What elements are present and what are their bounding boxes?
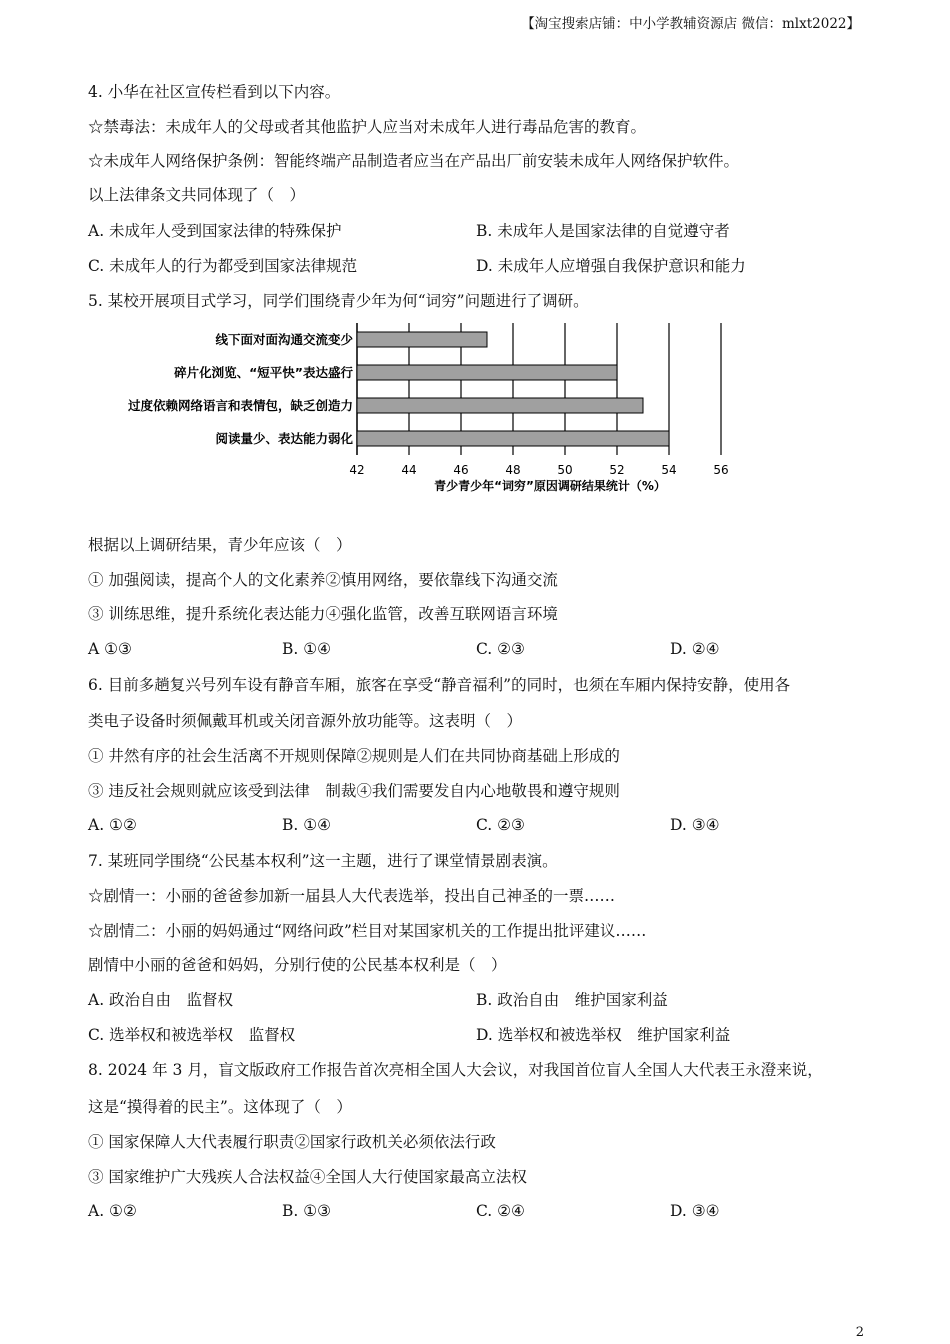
- chart-bar: [357, 398, 643, 413]
- q5-stem: 5. 某校开展项目式学习，同学们围绕青少年为何“词穷”问题进行了调研。: [88, 292, 589, 310]
- chart-tick-label: 50: [557, 463, 573, 477]
- q5-option-b: B. ①④: [282, 640, 332, 658]
- q6-stem-line-1: 6. 目前多趟复兴号列车设有静音车厢，旅客在享受“静音福利”的同时，也须在车厢内保持安静，使用各: [88, 676, 791, 694]
- q6-stem-line-2: 类电子设备时须佩戴耳机或关闭音源外放功能等。这表明（ ）: [88, 712, 523, 730]
- chart-bar: [357, 332, 487, 347]
- chart-tick-labels: [349, 463, 728, 477]
- q8-stem-line-1: 8. 2024 年 3 月，盲文版政府工作报告首次亮相全国人大会议，对我国首位盲人全国人大代表王永澄来说，: [88, 1061, 823, 1079]
- q8-option-b: B. ①③: [282, 1202, 332, 1220]
- chart-bar: [357, 431, 669, 446]
- q5-statement-2: ③ 训练思维，提升系统化表达能力④强化监管，改善互联网语言环境: [88, 605, 558, 623]
- q6-statement-2: ③ 违反社会规则就应该受到法律 制裁④我们需要发自内心地敬畏和遵守规则: [88, 782, 620, 800]
- q8-option-d: D. ③④: [670, 1202, 720, 1220]
- q6-option-b: B. ①④: [282, 816, 332, 834]
- q8-stem-line-2: 这是“摸得着的民主”。这体现了（ ）: [88, 1098, 352, 1116]
- chart-tick-label: 46: [453, 463, 469, 477]
- q4-option-a: A. 未成年人受到国家法律的特殊保护: [88, 222, 342, 240]
- q5-question: 根据以上调研结果，青少年应该（ ）: [88, 536, 352, 554]
- q4-question: 以上法律条文共同体现了（ ）: [88, 186, 306, 204]
- q5-option-d: D. ②④: [670, 640, 720, 658]
- chart-tick-label: 44: [401, 463, 417, 477]
- chart-tick-label: 52: [609, 463, 625, 477]
- q4-item-1: ☆禁毒法：未成年人的父母或者其他监护人应当对未成年人进行毒品危害的教育。: [88, 118, 647, 136]
- q7-option-b: B. 政治自由 维护国家利益: [476, 991, 668, 1009]
- q8-option-c: C. ②④: [476, 1202, 525, 1220]
- q4-option-b: B. 未成年人是国家法律的自觉遵守者: [476, 222, 730, 240]
- q7-scene-1: ☆剧情一：小丽的爸爸参加新一届县人大代表选举，投出自己神圣的一票……: [88, 887, 616, 905]
- q7-option-d: D. 选举权和被选举权 维护国家利益: [476, 1026, 731, 1044]
- q7-option-a: A. 政治自由 监督权: [88, 991, 234, 1009]
- chart-category-label: 碎片化浏览、“短平快”表达盛行: [174, 365, 353, 380]
- q7-scene-2: ☆剧情二：小丽的妈妈通过“网络问政”栏目对某国家机关的工作提出批评建议……: [88, 922, 647, 940]
- q5-option-a: A ①③: [88, 640, 132, 658]
- q5-statement-1: ① 加强阅读，提高个人的文化素养②慎用网络，要依靠线下沟通交流: [88, 571, 558, 589]
- q4-option-d: D. 未成年人应增强自我保护意识和能力: [476, 257, 746, 275]
- chart-bar: [357, 365, 617, 380]
- chart-tick-label: 56: [713, 463, 729, 477]
- q7-option-c: C. 选举权和被选举权 监督权: [88, 1026, 296, 1044]
- q7-question: 剧情中小丽的爸爸和妈妈，分别行使的公民基本权利是（ ）: [88, 956, 507, 974]
- q8-statement-1: ① 国家保障人大代表履行职责②国家行政机关必须依法行政: [88, 1133, 496, 1151]
- survey-bar-chart: [60, 315, 780, 495]
- chart-category-label: 过度依赖网络语言和表情包，缺乏创造力: [127, 398, 353, 413]
- q8-option-a: A. ①②: [88, 1202, 137, 1220]
- page-number: 2: [855, 1325, 864, 1340]
- chart-category-label: 阅读量少、表达能力弱化: [215, 431, 353, 446]
- q8-statement-2: ③ 国家维护广大残疾人合法权益④全国人大行使国家最高立法权: [88, 1168, 527, 1186]
- page-header: 【淘宝搜索店铺：中小学教辅资源店 微信：mlxt2022】: [521, 16, 860, 32]
- q7-stem: 7. 某班同学围绕“公民基本权利”这一主题，进行了课堂情景剧表演。: [88, 852, 558, 870]
- q6-option-c: C. ②③: [476, 816, 525, 834]
- q6-option-a: A. ①②: [88, 816, 137, 834]
- chart-category-label: 线下面对面沟通交流变少: [215, 332, 353, 347]
- chart-tick-label: 42: [349, 463, 365, 477]
- chart-x-axis-label: 青少青少年“词穷”原因调研结果统计（%）: [434, 479, 666, 493]
- chart-category-labels: [128, 332, 354, 446]
- chart-tick-label: 54: [661, 463, 677, 477]
- q5-option-c: C. ②③: [476, 640, 525, 658]
- q6-statement-1: ① 井然有序的社会生活离不开规则保障②规则是人们在共同协商基础上形成的: [88, 747, 620, 765]
- chart-tick-label: 48: [505, 463, 521, 477]
- q4-option-c: C. 未成年人的行为都受到国家法律规范: [88, 257, 358, 275]
- q4-item-2: ☆未成年人网络保护条例：智能终端产品制造者应当在产品出厂前安装未成年人网络保护软件。: [88, 152, 740, 170]
- q6-option-d: D. ③④: [670, 816, 720, 834]
- q4-stem: 4. 小华在社区宣传栏看到以下内容。: [88, 83, 341, 101]
